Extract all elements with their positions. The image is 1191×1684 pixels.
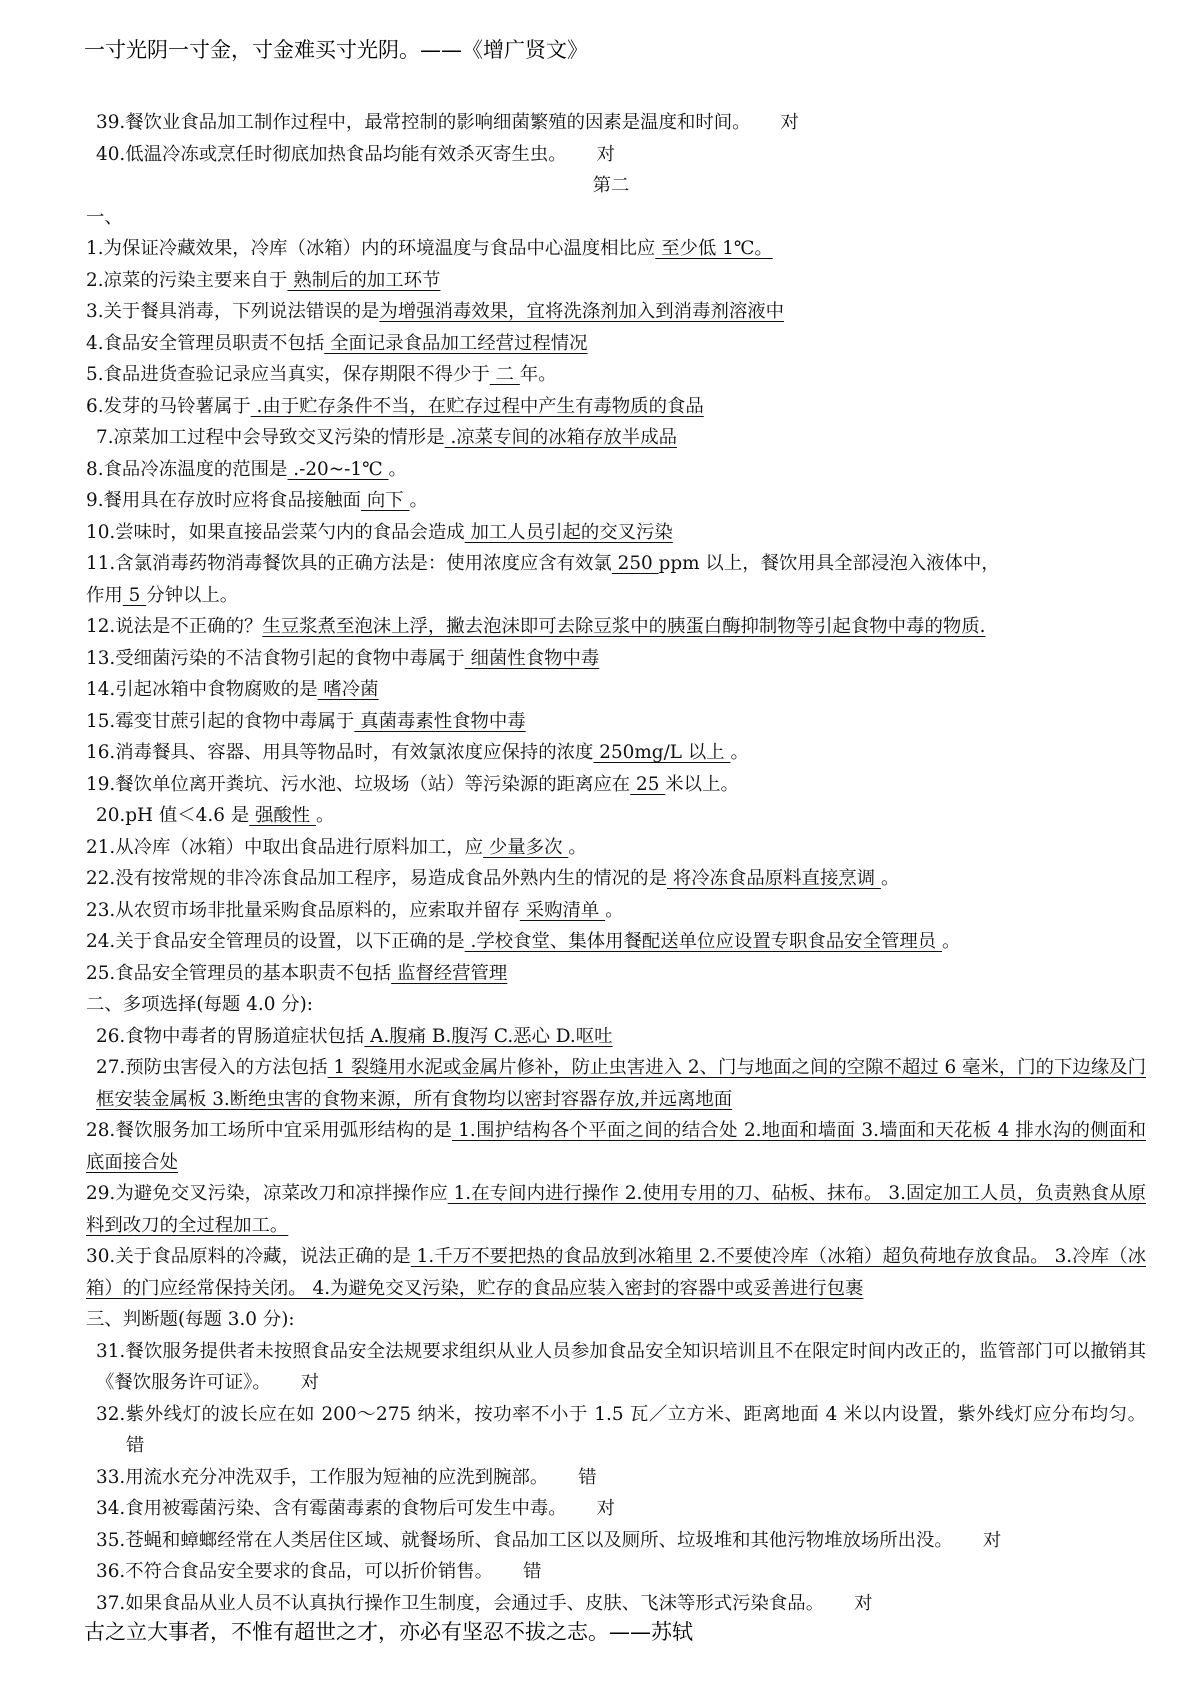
question-8 <box>86 454 1146 486</box>
question-text: 15.霉变甘蔗引起的食物中毒属于 <box>86 710 355 732</box>
question-text: 24.关于食品安全管理员的设置，以下正确的是 <box>86 931 465 952</box>
question-text: 9.餐用具在存放时应将食品接触面 <box>86 490 362 511</box>
answer-text: 1.千万不要把热的食品放到冰箱里 2.不要使冷库（冰箱）超负荷地存放食品。 3.冷库（冰箱）的门应经常保持关闭。 4.为避免交叉污染，贮存的食品应装入密封的容器中或妥善进行包裹 <box>86 1246 1146 1299</box>
question-text-end: ppm 以上，餐饮用具全部浸泡入液体中， <box>658 553 1000 574</box>
item-text: 37.如果食品从业人员不认真执行操作卫生制度，会通过手、皮肤、飞沫等形式污染食品。 <box>96 1592 825 1614</box>
answer-text: 1.围护结构各个平面之间的结合处 2.地面和墙面 3.墙面和天花板 4 排水沟的侧面和底面接合处 <box>86 1120 1146 1173</box>
question-6 <box>86 391 1146 423</box>
answer-text: 少量多次 <box>483 836 569 858</box>
question-text: 2.凉菜的污染主要来自于 <box>86 269 288 291</box>
question-12 <box>86 611 1146 643</box>
question-text: 23.从农贸市场非批量采购食品原料的，应索取并留存 <box>86 899 520 921</box>
answer-text: 细菌性食物中毒 <box>464 647 600 669</box>
question-text: 25.食品安全管理员的基本职责不包括 <box>86 962 392 984</box>
answer-mark: 对 <box>854 1592 873 1614</box>
question-21 <box>86 832 1146 864</box>
question-text-end: 分钟以上。 <box>146 584 239 606</box>
question-7 <box>86 422 1146 454</box>
question-text: 19.餐饮单位离开粪坑、污水池、垃圾场（站）等污染源的距离应在 <box>86 773 631 795</box>
item-text: 40.低温冷冻或烹任时彻底加热食品均能有效杀灭寄生虫。 <box>96 143 567 165</box>
answer-text: 熟制后的加工环节 <box>287 269 441 291</box>
answer-text: 25 <box>630 773 666 795</box>
question-text: 21.从冷库（冰箱）中取出食品进行原料加工，应 <box>86 836 484 858</box>
question-text-end: 年。 <box>519 364 557 385</box>
judgment-item-37 <box>86 1588 1146 1620</box>
answer-text: A.腹痛 B.腹泻 C.恶心 D.呕吐 <box>364 1025 613 1047</box>
question-20 <box>86 800 1146 832</box>
question-text-end: 。 <box>316 805 335 826</box>
answer-text: 监督经营管理 <box>391 962 508 984</box>
judgment-item-31 <box>86 1336 1146 1399</box>
question-text: 22.没有按常规的非冷冻食品加工程序，易造成食品外熟内生的情况的是 <box>86 868 667 889</box>
answer-mark: 对 <box>300 1372 320 1393</box>
answer-text: .由于贮存条件不当，在贮存过程中产生有毒物质的食品 <box>250 395 704 417</box>
answer-text: 向下 <box>361 490 410 511</box>
section-heading-1: 一、 <box>86 206 123 228</box>
question-text: 29.为避免交叉污染，凉菜改刀和凉拌操作应 <box>86 1183 448 1204</box>
item-text: 36.不符合食品安全要求的食品，可以折价销售。 <box>96 1561 494 1582</box>
item-text: 39.餐饮业食品加工制作过程中，最常控制的影响细菌繁殖的因素是温度和时间。 <box>96 112 751 133</box>
item-text: 32.紫外线灯的波长应在如 200～275 纳米，按功率不小于 1.5 瓦／立方米、距离地面 4 米以内设置，紫外线灯应分布均匀。 <box>96 1403 1146 1425</box>
question-text: 13.受细菌污染的不洁食物引起的食物中毒属于 <box>86 647 465 669</box>
item-text: 35.苍蝇和蟑螂经常在人类居住区域、就餐场所、食品加工区以及厕所、垃圾堆和其他污物堆放场所出没。 <box>96 1529 953 1551</box>
answer-text: 加工人员引起的交叉污染 <box>464 521 673 543</box>
answer-text: 至少低 1℃。 <box>655 238 773 259</box>
question-16 <box>86 737 1146 769</box>
question-30 <box>86 1241 1146 1304</box>
question-text: 6.发芽的马铃薯属于 <box>86 395 251 417</box>
answer-mark: 对 <box>596 143 616 165</box>
item-text: 33.用流水充分冲洗双手，工作服为短袖的应洗到腕部。 <box>96 1466 549 1488</box>
answer-text: .学校食堂、集体用餐配送单位应设置专职食品安全管理员 <box>464 931 942 952</box>
question-text: 5.食品进货查验记录应当真实，保存期限不得少于 <box>86 364 490 385</box>
question-text: 20.pH 值＜4.6 是 <box>96 805 250 826</box>
question-3 <box>86 296 1146 328</box>
answer-text: 1.在专间内进行操作 2.使用专用的刀、砧板、抹布。 3.固定加工人员，负责熟食从原料到改刀的全过程加工。 <box>86 1183 1146 1236</box>
exam-content <box>86 107 1146 1619</box>
judgment-item-34 <box>86 1493 1146 1525</box>
question-text-end: 。 <box>568 836 587 858</box>
answer-mark: 错 <box>523 1561 542 1582</box>
answer-text: 250 <box>611 553 659 574</box>
answer-text: 全面记录食品加工经营过程情况 <box>324 332 588 354</box>
question-text: 11.含氯消毒药物消毒餐饮具的正确方法是：使用浓度应含有效氯 <box>86 553 612 574</box>
question-13 <box>86 643 1146 675</box>
question-10 <box>86 517 1146 549</box>
question-27 <box>86 1052 1146 1115</box>
question-5 <box>86 359 1146 391</box>
question-text: 1.为保证冷藏效果，冷库（冰箱）内的环境温度与食品中心温度相比应 <box>86 238 656 259</box>
answer-text: 生豆浆煮至泡沫上浮，撇去泡沫即可去除豆浆中的胰蛋白酶抑制物等引起食物中毒的物质. <box>262 616 986 637</box>
question-4 <box>86 328 1146 360</box>
question-text: 27.预防虫害侵入的方法包括 <box>96 1057 328 1078</box>
question-24 <box>86 926 1146 958</box>
question-text: 7.凉菜加工过程中会导致交叉污染的情形是 <box>96 427 445 448</box>
question-11 <box>86 548 1146 580</box>
judgment-item-40 <box>86 139 1146 171</box>
answer-text: 1 裂缝用水泥或金属片修补，防止虫害进入 2、门与地面之间的空隙不超过 6 毫米，门的下边缘及门框安装金属板 3.断绝虫害的食物来源，所有食物均以密封容器存放,并远离地面 <box>96 1057 1146 1110</box>
question-text: 14.引起冰箱中食物腐败的是 <box>86 679 318 700</box>
judgment-item-35 <box>86 1525 1146 1557</box>
question-23 <box>86 895 1146 927</box>
answer-text: 将冷冻食品原料直接烹调 <box>666 868 881 889</box>
question-text-end: 。 <box>880 868 900 889</box>
answer-text: .-20~-1℃ <box>287 458 389 480</box>
question-text: 8.食品冷冻温度的范围是 <box>86 458 288 480</box>
judgment-item-39 <box>86 107 1146 139</box>
question-text: 26.食物中毒者的胃肠道症状包括 <box>96 1025 365 1047</box>
question-11-continued <box>86 580 1146 612</box>
question-19 <box>86 769 1146 801</box>
question-text: 16.消毒餐具、容器、用具等物品时，有效氯浓度应保持的浓度 <box>86 742 594 763</box>
part-title: 第二 <box>592 175 630 196</box>
answer-mark: 对 <box>780 112 799 133</box>
answer-text: 250mg/L 以上 <box>593 742 731 763</box>
answer-text: .凉菜专间的冰箱存放半成品 <box>444 427 677 448</box>
answer-text: 嗜冷菌 <box>317 679 379 700</box>
judgment-item-32 <box>86 1399 1146 1462</box>
question-1 <box>86 233 1146 265</box>
question-text-end: 。 <box>941 931 961 952</box>
item-text: 34.食用被霉菌污染、含有霉菌毒素的食物后可发生中毒。 <box>96 1498 567 1519</box>
question-text: 4.食品安全管理员职责不包括 <box>86 332 325 354</box>
question-15 <box>86 706 1146 738</box>
answer-mark: 对 <box>982 1529 1002 1551</box>
question-text: 12.说法是不正确的？ <box>86 616 263 637</box>
answer-text: 采购清单 <box>519 899 606 921</box>
question-9 <box>86 485 1146 517</box>
judgment-item-36 <box>86 1556 1146 1588</box>
answer-text: 5 <box>122 584 147 606</box>
question-text-end: 。 <box>388 458 407 480</box>
question-text-end: 。 <box>605 899 624 921</box>
question-text: 作用 <box>86 584 123 606</box>
question-14 <box>86 674 1146 706</box>
answer-mark: 错 <box>126 1435 145 1456</box>
answer-mark: 错 <box>578 1466 597 1488</box>
question-text: 3.关于餐具消毒，下列说法错误的是 <box>86 301 380 322</box>
header-quote: 一寸光阴一寸金，寸金难买寸光阴。——《增广贤文》 <box>84 38 588 62</box>
question-25 <box>86 958 1146 990</box>
question-text-end: 。 <box>730 742 749 763</box>
question-29 <box>86 1178 1146 1241</box>
question-text: 28.餐饮服务加工场所中宜采用弧形结构的是 <box>86 1120 453 1141</box>
item-text: 31.餐饮服务提供者未按照食品安全法规要求组织从业人员参加食品安全知识培训且不在限定时间内改正的，监管部门可以撤销其《餐饮服务许可证》。 <box>96 1340 1146 1393</box>
question-text: 30.关于食品原料的冷藏，说法正确的是 <box>86 1246 411 1267</box>
answer-mark: 对 <box>596 1498 616 1519</box>
answer-text: 二 <box>489 364 520 385</box>
question-text: 10.尝味时，如果直接品尝菜勺内的食品会造成 <box>86 521 465 543</box>
section-heading-2: 二、多项选择(每题 4.0 分): <box>86 994 314 1015</box>
question-28 <box>86 1115 1146 1178</box>
question-text-end: 。 <box>409 490 428 511</box>
answer-text: 为增强消毒效果，宜将洗涤剂加入到消毒剂溶液中 <box>379 301 785 322</box>
judgment-item-33 <box>86 1462 1146 1494</box>
section-heading-3: 三、判断题(每题 3.0 分): <box>86 1309 295 1330</box>
answer-text: 强酸性 <box>249 805 317 826</box>
question-2 <box>86 265 1146 297</box>
footer-quote: 古之立大事者，不惟有超世之才，亦必有坚忍不拔之志。——苏轼 <box>84 1620 693 1644</box>
question-text-end: 米以上。 <box>665 773 739 795</box>
question-26 <box>86 1021 1146 1053</box>
answer-text: 真菌毒素性食物中毒 <box>354 710 526 732</box>
question-22 <box>86 863 1146 895</box>
